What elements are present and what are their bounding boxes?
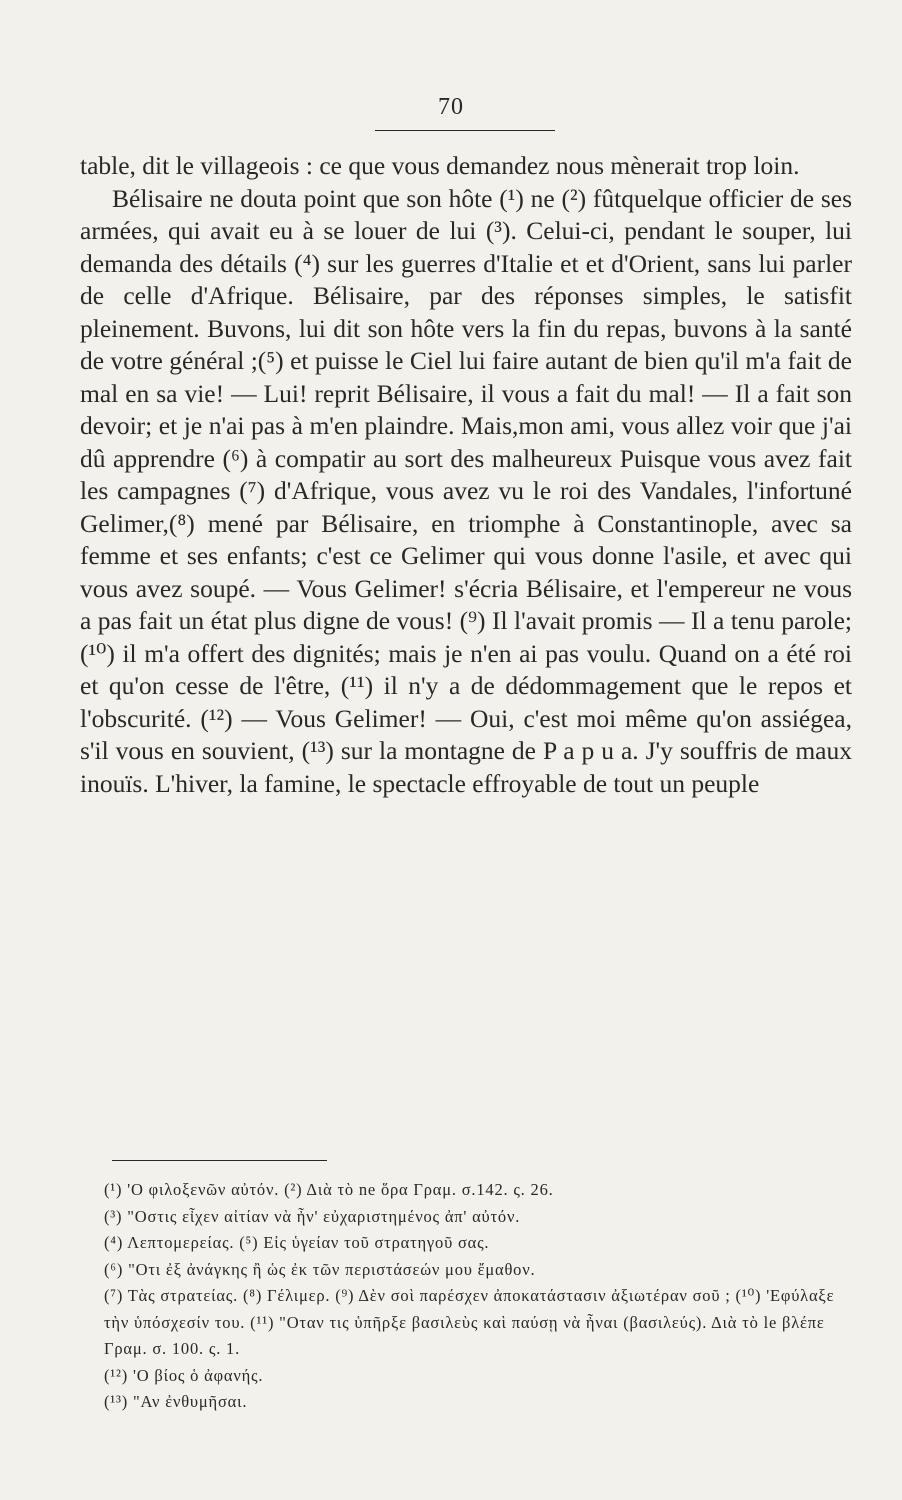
footnote-line: (⁷) Τὰς στρατείας. (⁸) Γέλιμερ. (⁹) Δὲν σοὶ παρέσχεν ἀποκατάστασιν ἀξιωτέραν σοῦ ; (¹⁰) 'Εφύλαξε τὴν ὑπόσχεσίν του. (¹¹) "Οταν τις ὑπῆρξε βασιλεὺς καὶ παύσῃ νὰ ἦναι (βασιλεύς). Διὰ τὸ le βλέπε Γραμ. σ. 100. ς. 1.: [104, 1286, 835, 1358]
main-text: [80, 150, 852, 800]
header-rule: [375, 130, 555, 131]
footnotes: [80, 1177, 852, 1416]
footnote-line: (¹²) 'Ο βίος ὁ ἀφανής.: [104, 1365, 264, 1385]
page-number: 70: [438, 94, 464, 120]
paragraph-continuation: table, dit le villageois : ce que vous demandez nous mènerait trop loin.: [80, 151, 800, 180]
footnote-line: (⁶) "Οτι ἐξ ἀνάγκης ἢ ὡς ἐκ τῶν περιστάσεών μου ἔμαθον.: [104, 1259, 536, 1279]
paragraph-belisaire: Bélisaire ne douta point que son hôte (¹) ne (²) fûtquelque officier de ses armées, qui avait eu à se louer de lui (³). Celui-ci, pendant le souper, lui demanda des détails (⁴) sur les guerres d'Italie et et d'Orient, sans lui parler de celle d'Afrique. Bélisaire, par des réponses simples, le satisfit pleinement. Buvons, lui dit son hôte vers la fin du repas, buvons à la santé de votre général ;(⁵) et puisse le Ciel lui faire autant de bien qu'il m'a fait de mal en sa vie! — Lui! reprit Bélisaire, il vous a fait du mal! — Il a fait son devoir; et je n'ai pas à m'en plaindre. Mais,mon ami, vous allez voir que j'ai dû apprendre (⁶) à compatir au sort des malheureux Puisque vous avez fait les campagnes (⁷) d'Afrique, vous avez vu le roi des Vandales, l'infortuné Gelimer,(⁸) mené par Bélisaire, en triomphe à Constantinople, avec sa femme et ses enfants; c'est ce Gelimer qui vous donne l'asile, et avec qui vous avez soupé. — Vous Gelimer! s'écria Bélisaire, et l'empereur ne vous a pas fait un état plus digne de vous! (⁹) Il l'avait promis — Il a tenu parole; (¹⁰) il m'a offert des dignités; mais je n'en ai pas voulu. Quand on a été roi et qu'on cesse de l'être, (¹¹) il n'y a de dédommagement que le repos et l'obscurité. (¹²) — Vous Gelimer! — Oui, c'est moi même qu'on assiégea, s'il vous en souvient, (¹³) sur la montagne de P a p u a. J'y souffris de maux inouïs. L'hiver, la famine, le spectacle effroyable de tout un peuple: [80, 183, 852, 798]
footnote-line: (⁴) Λεπτομερείας. (⁵) Εἰς ὑγείαν τοῦ στρατηγοῦ σας.: [104, 1233, 490, 1252]
footnote-line: (¹³) "Αν ἐνθυμῆσαι.: [104, 1392, 248, 1411]
footnote-line: (³) "Οστις εἶχεν αἰτίαν νὰ ἦν' εὐχαριστημένος ἀπ' αὐτόν.: [104, 1206, 521, 1226]
footnote-rule: [112, 1160, 327, 1161]
footnote-line: (¹) 'Ο φιλοξενῶν αὐτόν. (²) Διὰ τὸ ne ὅρα Γραμ. σ.142. ς. 26.: [104, 1180, 554, 1199]
